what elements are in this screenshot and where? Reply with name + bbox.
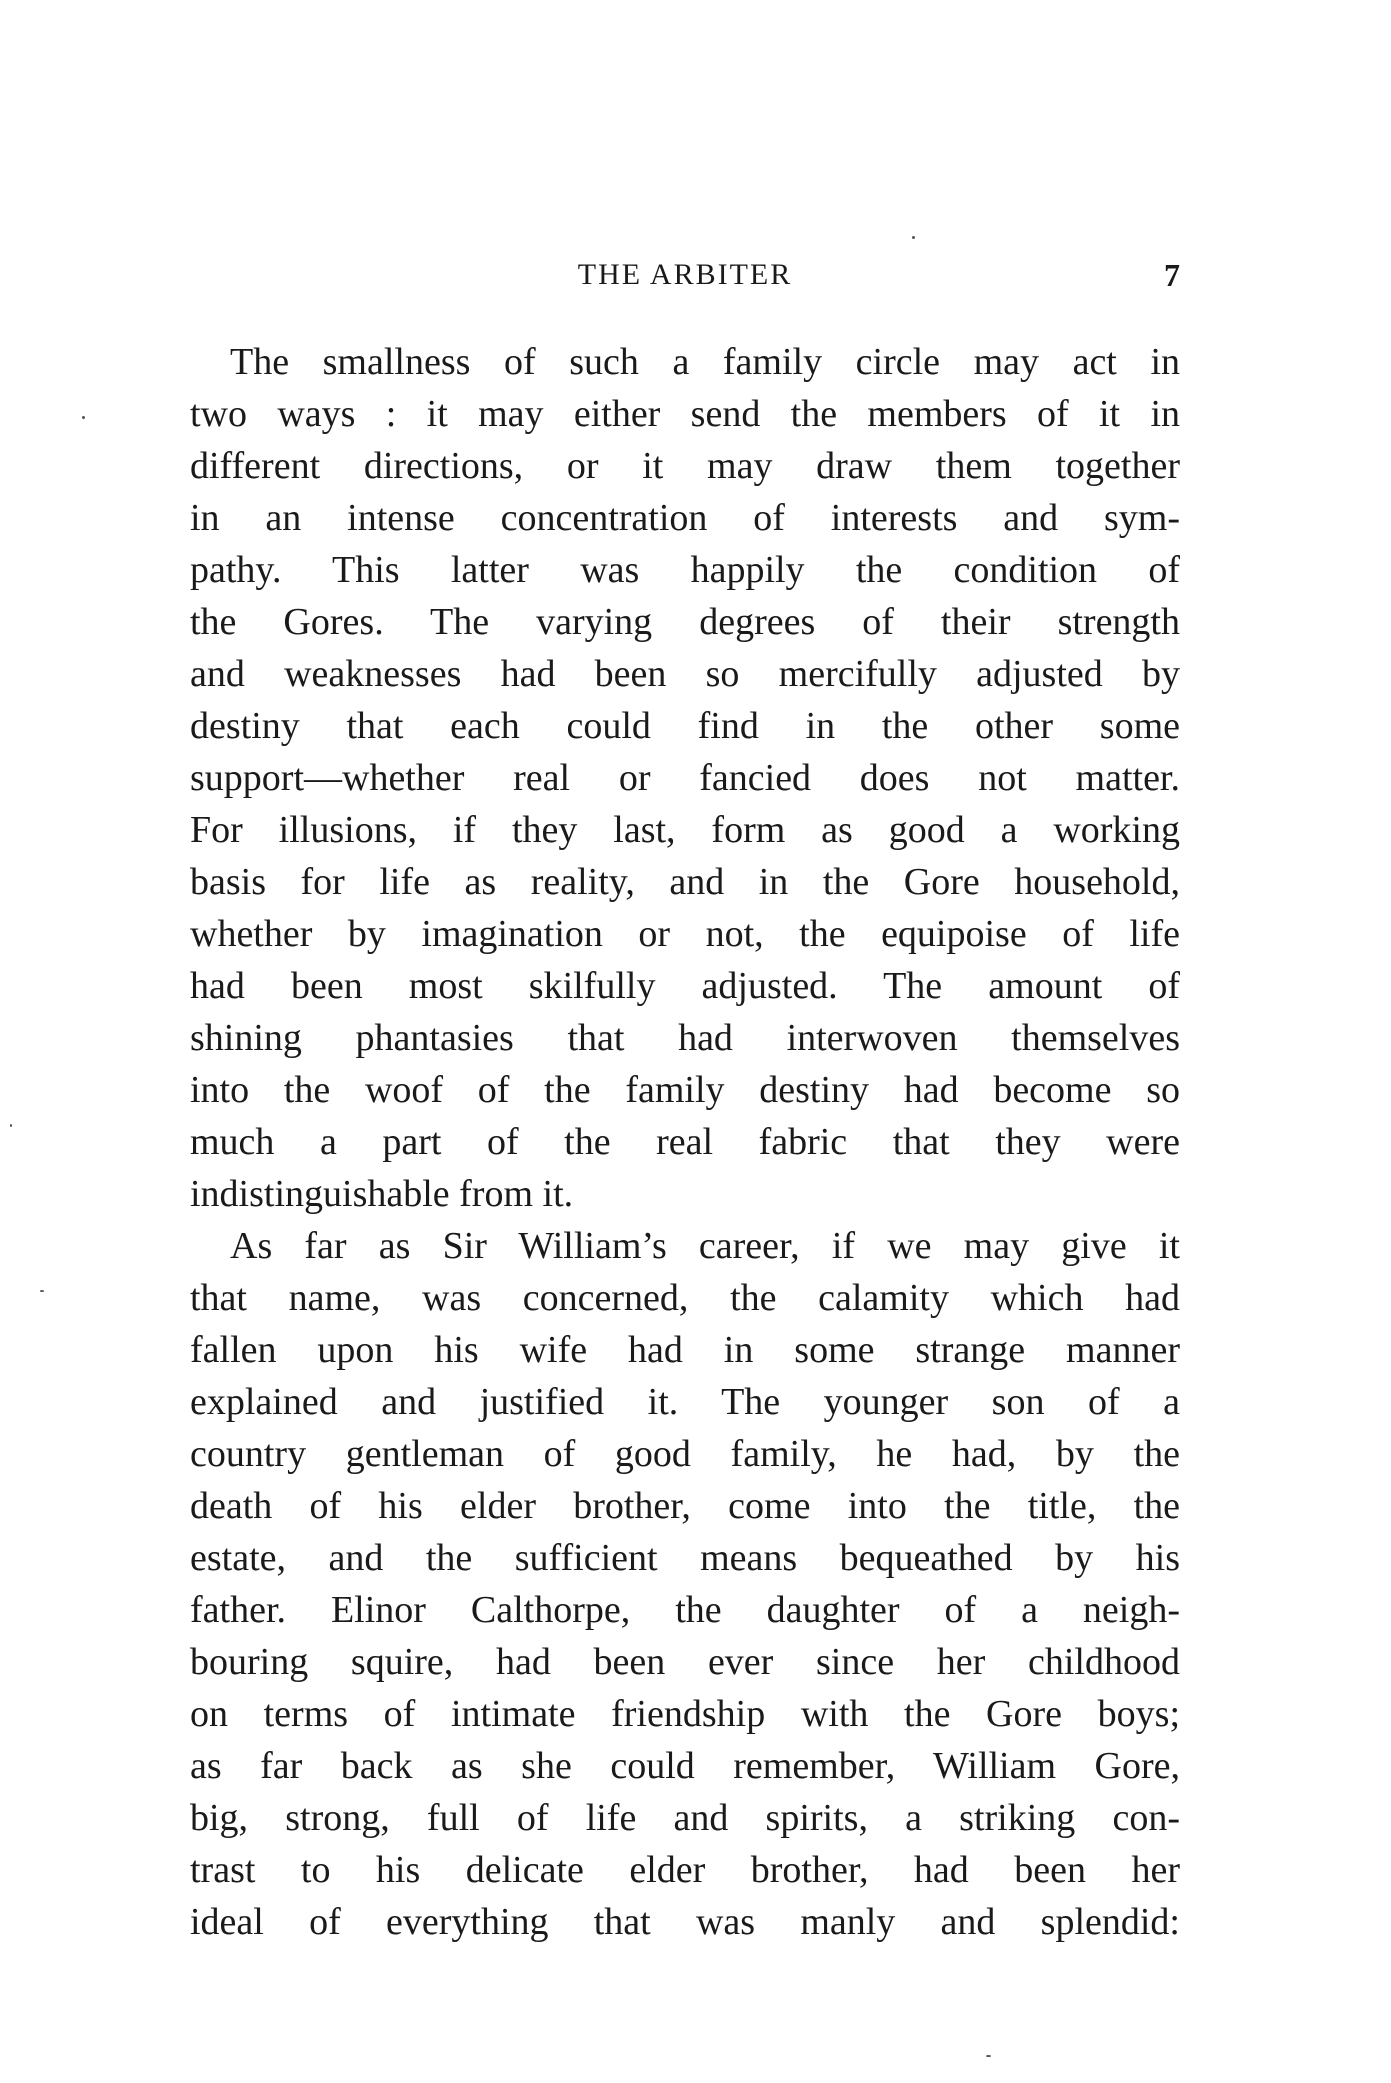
scan-speck <box>82 416 85 419</box>
body-text <box>190 336 1180 1948</box>
text-line: trast to his delicate elder brother, had been her <box>190 1849 1180 1891</box>
text-line: in an intense concentration of interests and sym- <box>190 497 1180 539</box>
text-line: death of his elder brother, come into the title, the <box>190 1485 1180 1527</box>
scan-speck <box>10 1124 12 1127</box>
text-line: fallen upon his wife had in some strange manner <box>190 1329 1180 1371</box>
text-line: ideal of everything that was manly and splendid: <box>190 1901 1180 1943</box>
text-line: different directions, or it may draw them together <box>190 445 1180 487</box>
text-line: estate, and the sufficient means bequeathed by his <box>190 1537 1180 1579</box>
running-title: THE ARBITER <box>577 258 793 291</box>
text-line: pathy. This latter was happily the condition of <box>190 549 1180 591</box>
scan-speck <box>986 2055 991 2057</box>
text-line: the Gores. The varying degrees of their strength <box>190 601 1180 643</box>
text-line: shining phantasies that had interwoven themselves <box>190 1017 1180 1059</box>
text-line: For illusions, if they last, form as good a working <box>190 809 1180 851</box>
text-line: two ways : it may either send the members of it in <box>190 393 1180 435</box>
text-line: whether by imagination or not, the equipoise of life <box>190 913 1180 955</box>
scan-speck <box>40 1290 44 1292</box>
text-line: big, strong, full of life and spirits, a striking con- <box>190 1797 1180 1839</box>
text-line: that name, was concerned, the calamity which had <box>190 1277 1180 1319</box>
scan-speck <box>912 236 915 239</box>
text-line: The smallness of such a family circle may act in <box>230 341 1180 383</box>
text-line: and weaknesses had been so mercifully adjusted by <box>190 653 1180 695</box>
text-line: explained and justified it. The younger son of a <box>190 1381 1180 1423</box>
text-line: indistinguishable from it. <box>190 1173 574 1215</box>
text-line: into the woof of the family destiny had become so <box>190 1069 1180 1111</box>
running-head <box>190 255 1180 295</box>
text-line: basis for life as reality, and in the Gore household, <box>190 861 1180 903</box>
text-line: country gentleman of good family, he had, by the <box>190 1433 1180 1475</box>
text-line: destiny that each could find in the other some <box>190 705 1180 747</box>
text-line: on terms of intimate friendship with the Gore boys; <box>190 1693 1180 1735</box>
page-number: 7 <box>1164 257 1180 293</box>
text-line: had been most skilfully adjusted. The amount of <box>190 965 1180 1007</box>
text-line: As far as Sir William’s career, if we may give it <box>230 1225 1180 1267</box>
text-line: as far back as she could remember, William Gore, <box>190 1745 1180 1787</box>
text-line: support—whether real or fancied does not matter. <box>190 757 1180 799</box>
text-line: father. Elinor Calthorpe, the daughter of a neigh- <box>190 1589 1180 1631</box>
text-line: bouring squire, had been ever since her childhood <box>190 1641 1180 1683</box>
text-line: much a part of the real fabric that they were <box>190 1121 1180 1163</box>
